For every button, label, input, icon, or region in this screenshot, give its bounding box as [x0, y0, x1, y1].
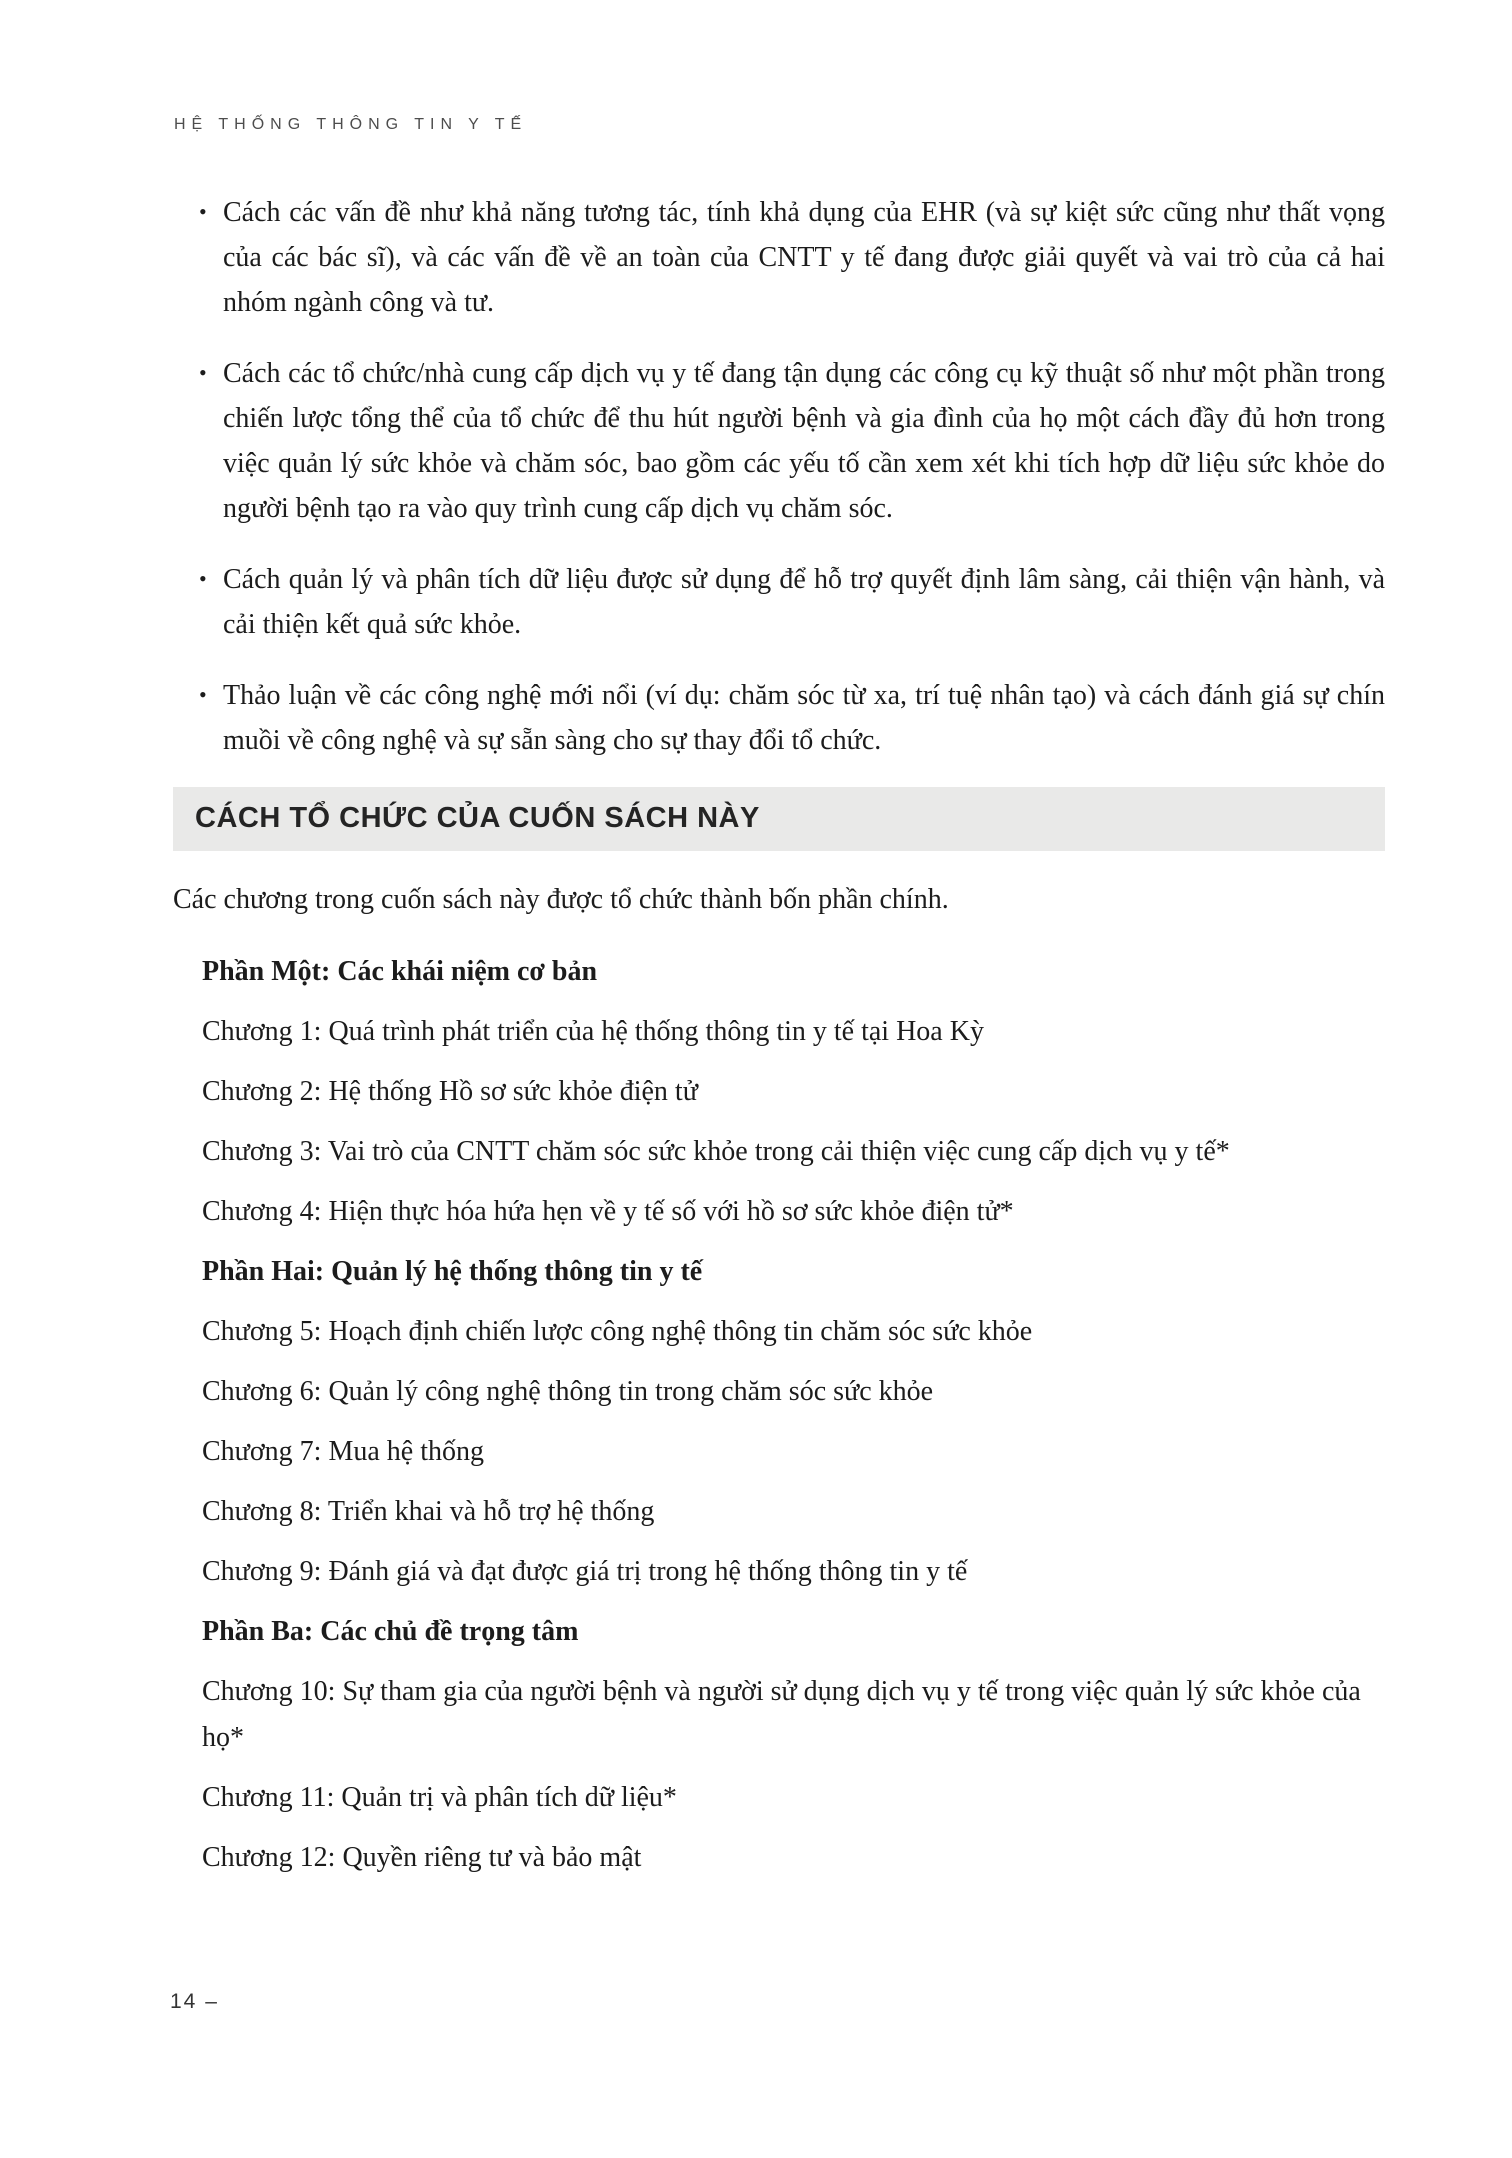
- toc-chapter-6: Chương 6: Quản lý công nghệ thông tin trong chăm sóc sức khỏe: [202, 1376, 934, 1407]
- bullet-item: [173, 557, 1385, 647]
- toc-chapter-1: Chương 1: Quá trình phát triển của hệ thống thông tin y tế tại Hoa Kỳ: [202, 1016, 984, 1047]
- bullet-text: Cách quản lý và phân tích dữ liệu được sử dụng để hỗ trợ quyết định lâm sàng, cải thiện vận hành, và cải thiện kết quả sức khỏe.: [223, 564, 1385, 640]
- toc-chapter-4: Chương 4: Hiện thực hóa hứa hẹn về y tế số với hồ sơ sức khỏe điện tử*: [202, 1196, 1014, 1227]
- toc-part-three: Phần Ba: Các chủ đề trọng tâm: [202, 1616, 579, 1647]
- toc-list: [173, 949, 1385, 1881]
- toc-chapter-12: Chương 12: Quyền riêng tư và bảo mật: [202, 1842, 642, 1873]
- toc-chapter-8: Chương 8: Triển khai và hỗ trợ hệ thống: [202, 1496, 655, 1527]
- intro-paragraph: Các chương trong cuốn sách này được tổ chức thành bốn phần chính.: [173, 884, 949, 915]
- toc-chapter-5: Chương 5: Hoạch định chiến lược công nghệ thông tin chăm sóc sức khỏe: [202, 1316, 1033, 1347]
- page-number: 14 –: [170, 1990, 219, 2013]
- page-content: [173, 190, 1385, 1895]
- bullet-text: Cách các tổ chức/nhà cung cấp dịch vụ y tế đang tận dụng các công cụ kỹ thuật số như một phần trong chiến lược tổng thể của tổ chức để thu hút người bệnh và gia đình của họ một cách đầy đủ hơn trong việc quản lý sức khỏe và chăm sóc, bao gồm các yếu tố cần xem xét khi tích hợp dữ liệu sức khỏe do người bệnh tạo ra vào quy trình cung cấp dịch vụ chăm sóc.: [223, 358, 1385, 524]
- bullet-text: Thảo luận về các công nghệ mới nổi (ví dụ: chăm sóc từ xa, trí tuệ nhân tạo) và cách đánh giá sự chín muồi về công nghệ và sự sẵn sàng cho sự thay đổi tổ chức.: [223, 680, 1385, 756]
- page-footer: [170, 1990, 219, 2014]
- bullet-icon: •: [199, 199, 207, 224]
- toc-part-two: Phần Hai: Quản lý hệ thống thông tin y tế: [202, 1256, 703, 1287]
- bullet-item: [173, 673, 1385, 763]
- toc-chapter-7: Chương 7: Mua hệ thống: [202, 1436, 484, 1467]
- toc-chapter-10: Chương 10: Sự tham gia của người bệnh và người sử dụng dịch vụ y tế trong việc quản lý sức khỏe của họ*: [202, 1676, 1361, 1753]
- bullet-text: Cách các vấn đề như khả năng tương tác, tính khả dụng của EHR (và sự kiệt sức cũng như thất vọng của các bác sĩ), và các vấn đề về an toàn của CNTT y tế đang được giải quyết và vai trò của cả hai nhóm ngành công và tư.: [223, 197, 1385, 318]
- bullet-item: [173, 351, 1385, 531]
- running-header: [174, 116, 527, 134]
- section-heading: CÁCH TỔ CHỨC CỦA CUỐN SÁCH NÀY: [173, 787, 1385, 851]
- toc-chapter-9: Chương 9: Đánh giá và đạt được giá trị trong hệ thống thông tin y tế: [202, 1556, 968, 1587]
- bullet-item: [173, 190, 1385, 325]
- toc-chapter-3: Chương 3: Vai trò của CNTT chăm sóc sức khỏe trong cải thiện việc cung cấp dịch vụ y tế*: [202, 1136, 1230, 1167]
- bullet-icon: •: [199, 360, 207, 385]
- running-header-text: HỆ THỐNG THÔNG TIN Y TẾ: [174, 116, 528, 133]
- toc-chapter-11: Chương 11: Quản trị và phân tích dữ liệu*: [202, 1782, 677, 1813]
- bullet-list: [173, 190, 1385, 763]
- bullet-icon: •: [199, 682, 207, 707]
- bullet-icon: •: [199, 566, 207, 591]
- toc-part-one: Phần Một: Các khái niệm cơ bản: [202, 956, 598, 987]
- toc-chapter-2: Chương 2: Hệ thống Hồ sơ sức khỏe điện tử: [202, 1076, 698, 1107]
